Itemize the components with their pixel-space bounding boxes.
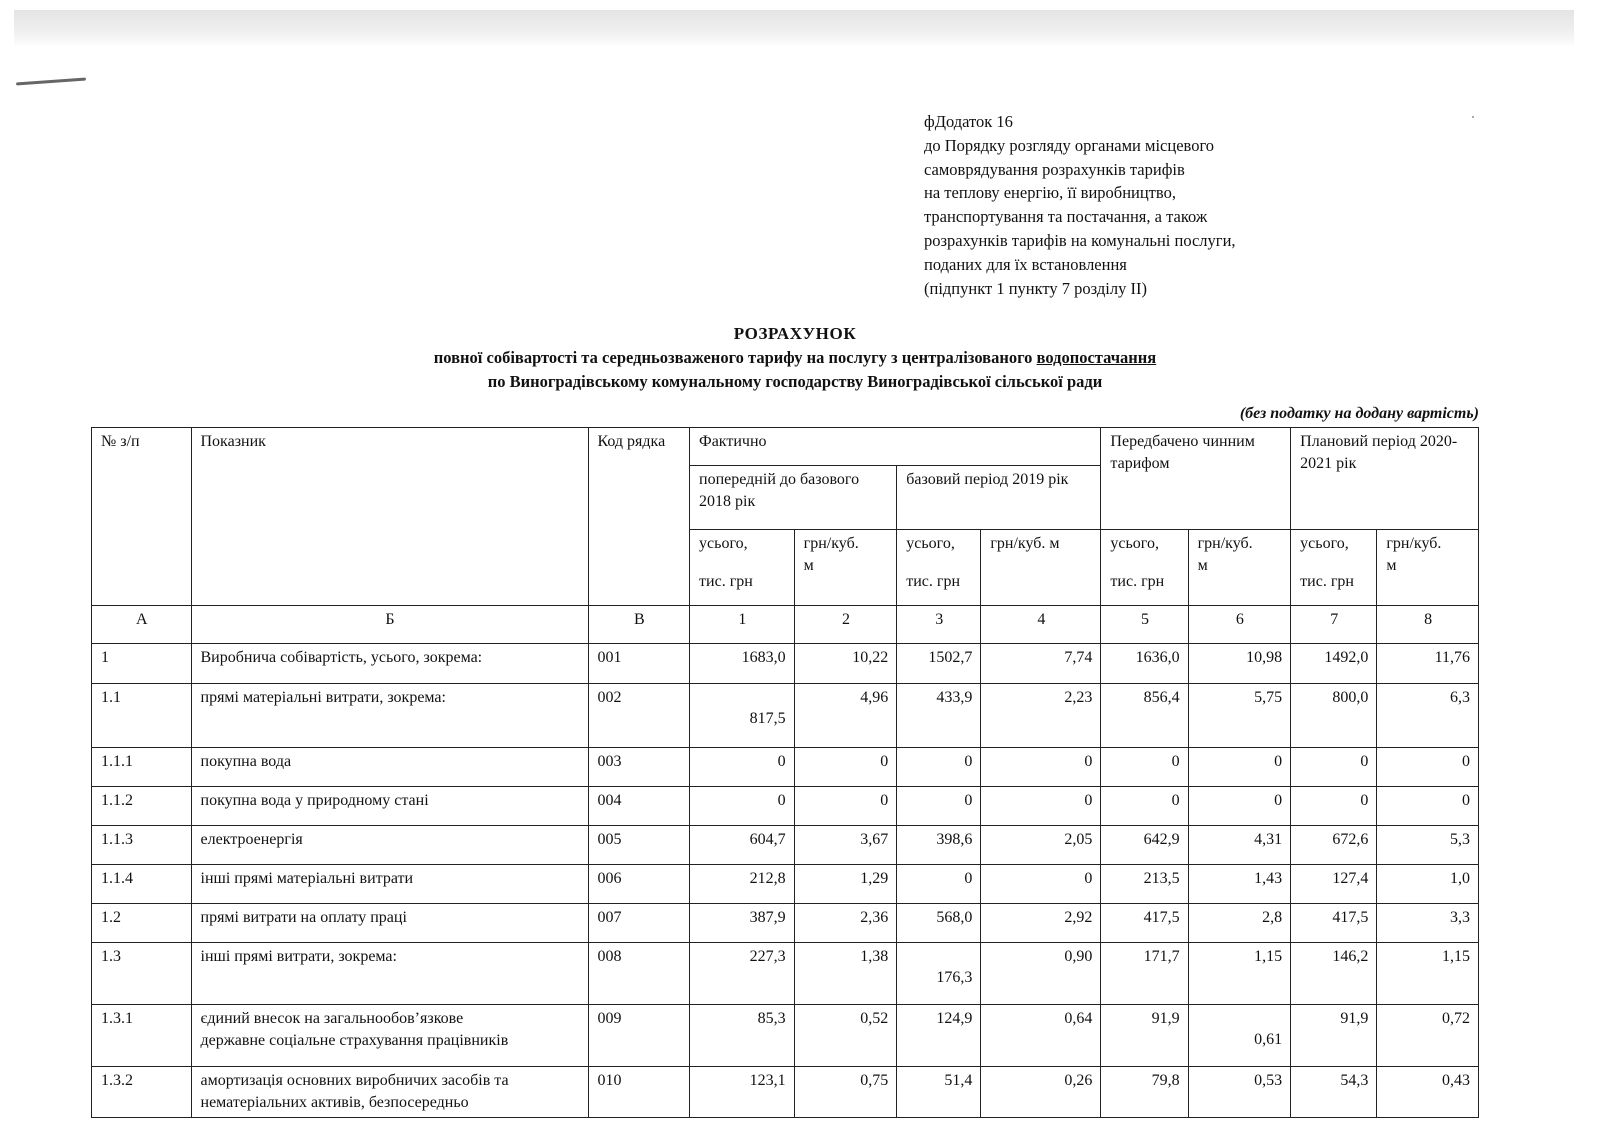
row-indicator-line: нематеріальних активів, безпосередньо — [200, 1094, 469, 1111]
header-base-year: базовий період 2019 рік — [897, 466, 1101, 530]
row-indicator-line: єдиний внесок на загальнообов’язкове — [200, 1010, 464, 1027]
title-line-1-text: повної собівартості та середньозваженого тарифу на послугу з централізованого — [433, 348, 1033, 367]
value-cell: 0 — [690, 787, 795, 826]
value-cell: 433,9 — [897, 684, 981, 748]
value-cell: 568,0 — [897, 904, 981, 943]
appendix-line: поданих для їх встановлення — [924, 254, 1127, 274]
value-cell: 212,8 — [690, 865, 795, 904]
row-indicator: покупна вода — [191, 748, 588, 787]
scan-shadow — [14, 10, 1574, 48]
value-cell: 0 — [1101, 787, 1188, 826]
index-cell: Б — [191, 606, 588, 644]
value-cell: 0,72 — [1377, 1005, 1479, 1067]
value-cell: 5,3 — [1377, 826, 1479, 865]
value-cell: 3,3 — [1377, 904, 1479, 943]
row-indicator: інші прямі матеріальні витрати — [191, 865, 588, 904]
row-indicator: прямі витрати на оплату праці — [191, 904, 588, 943]
value-cell: 0 — [794, 748, 897, 787]
value-cell: 0 — [1377, 787, 1479, 826]
value-cell: 10,22 — [794, 644, 897, 684]
value-cell: 1,38 — [794, 943, 897, 1005]
header-per-unit-line-b: м — [1197, 557, 1208, 574]
scan-artifact-mark — [16, 78, 86, 86]
row-num: 1.2 — [92, 904, 192, 943]
header-total-line-b: тис. грн — [1300, 573, 1354, 590]
row-num: 1.1 — [92, 684, 192, 748]
header-total — [1291, 530, 1377, 606]
header-row — [92, 428, 1479, 466]
header-total-line-a: усього, — [1110, 535, 1159, 552]
value-cell: 1636,0 — [1101, 644, 1188, 684]
value-cell: 417,5 — [1101, 904, 1188, 943]
value-cell: 0 — [1377, 748, 1479, 787]
title-line-2: по Виноградівському комунальному господарству Виноградівської сільської ради — [487, 372, 1103, 391]
row-code: 007 — [588, 904, 690, 943]
index-cell: 4 — [981, 606, 1101, 644]
row-indicator-line: державне соціальне страхування працівників — [200, 1032, 509, 1049]
value-cell: 0 — [1291, 748, 1377, 787]
value-cell: 91,9 — [1291, 1005, 1377, 1067]
row-num: 1.3 — [92, 943, 192, 1005]
header-prev-year: попередній до базового 2018 рік — [690, 466, 897, 530]
header-current-tariff: Передбачено чинним тарифом — [1101, 428, 1291, 530]
header-total-line-a: усього, — [1300, 535, 1349, 552]
value-cell: 1,0 — [1377, 865, 1479, 904]
header-per-unit-line-b: м — [1386, 557, 1397, 574]
table-row — [92, 684, 1479, 748]
table-row — [92, 1067, 1479, 1118]
index-cell: 1 — [690, 606, 795, 644]
value-cell: 123,1 — [690, 1067, 795, 1118]
header-planned: Плановий період 2020-2021 рік — [1291, 428, 1479, 530]
value-cell: 0,75 — [794, 1067, 897, 1118]
row-indicator — [191, 1005, 588, 1067]
row-code: 009 — [588, 1005, 690, 1067]
value-cell: 176,3 — [897, 943, 981, 1005]
table-row — [92, 943, 1479, 1005]
index-cell: В — [588, 606, 690, 644]
row-code: 003 — [588, 748, 690, 787]
title-main: РОЗРАХУНОК — [733, 324, 857, 343]
header-per-unit-line-a: грн/куб. — [803, 535, 859, 552]
value-cell: 146,2 — [1291, 943, 1377, 1005]
value-cell: 0 — [981, 865, 1101, 904]
value-cell: 54,3 — [1291, 1067, 1377, 1118]
index-cell: 5 — [1101, 606, 1188, 644]
value-cell: 127,4 — [1291, 865, 1377, 904]
appendix-line: на теплову енергію, її виробництво, — [924, 183, 1176, 203]
value-cell: 0 — [981, 748, 1101, 787]
header-per-unit: грн/куб. м — [981, 530, 1101, 606]
value-cell: 2,92 — [981, 904, 1101, 943]
index-cell: А — [92, 606, 192, 644]
row-num: 1.3.2 — [92, 1067, 192, 1118]
value-cell: 11,76 — [1377, 644, 1479, 684]
header-total-line-b: тис. грн — [699, 573, 753, 590]
title-line-1 — [90, 346, 1500, 370]
header-per-unit — [1377, 530, 1479, 606]
appendix-line: транспортування та постачання, а також — [924, 207, 1208, 227]
row-num: 1.1.2 — [92, 787, 192, 826]
row-indicator: покупна вода у природному стані — [191, 787, 588, 826]
value-cell: 1,43 — [1188, 865, 1291, 904]
value-cell: 817,5 — [690, 684, 795, 748]
table-row — [92, 748, 1479, 787]
row-indicator — [191, 1067, 588, 1118]
index-cell: 7 — [1291, 606, 1377, 644]
row-code: 001 — [588, 644, 690, 684]
row-indicator: Виробнича собівартість, усього, зокрема: — [191, 644, 588, 684]
value-cell: 1683,0 — [690, 644, 795, 684]
appendix-line: фДодаток 16 — [924, 112, 1013, 131]
value-cell: 0,52 — [794, 1005, 897, 1067]
header-total — [1101, 530, 1188, 606]
value-cell: 387,9 — [690, 904, 795, 943]
value-cell: 672,6 — [1291, 826, 1377, 865]
value-cell: 85,3 — [690, 1005, 795, 1067]
appendix-line: (підпункт 1 пункту 7 розділу II) — [924, 278, 1147, 298]
value-cell: 10,98 — [1188, 644, 1291, 684]
value-cell: 2,05 — [981, 826, 1101, 865]
row-code: 005 — [588, 826, 690, 865]
value-cell: 0 — [897, 787, 981, 826]
row-code: 006 — [588, 865, 690, 904]
appendix-line: до Порядку розгляду органами місцевого — [924, 135, 1215, 155]
value-cell: 213,5 — [1101, 865, 1188, 904]
header-actual: Фактично — [690, 428, 1101, 466]
table-row — [92, 644, 1479, 684]
row-indicator: електроенергія — [191, 826, 588, 865]
document-title — [90, 322, 1500, 394]
value-cell: 227,3 — [690, 943, 795, 1005]
value-cell: 604,7 — [690, 826, 795, 865]
value-cell: 0 — [690, 748, 795, 787]
value-cell: 2,23 — [981, 684, 1101, 748]
header-total — [690, 530, 795, 606]
tariff-calculation-table — [91, 427, 1479, 1118]
header-total-line-b: тис. грн — [906, 573, 961, 590]
row-num: 1.1.1 — [92, 748, 192, 787]
value-cell: 0 — [981, 787, 1101, 826]
value-cell: 800,0 — [1291, 684, 1377, 748]
value-cell: 2,36 — [794, 904, 897, 943]
title-service-name: водопостачання — [1036, 348, 1157, 367]
header-total — [897, 530, 981, 606]
value-cell: 0 — [897, 865, 981, 904]
header-per-unit — [1188, 530, 1291, 606]
value-cell: 0,53 — [1188, 1067, 1291, 1118]
value-cell: 51,4 — [897, 1067, 981, 1118]
value-cell: 91,9 — [1101, 1005, 1188, 1067]
value-cell: 4,96 — [794, 684, 897, 748]
row-num: 1 — [92, 644, 192, 684]
value-cell: 3,67 — [794, 826, 897, 865]
value-cell: 0,90 — [981, 943, 1101, 1005]
header-total-line-a: усього, — [699, 535, 748, 552]
value-cell: 1,15 — [1377, 943, 1479, 1005]
header-total-line-b: тис. грн — [1110, 573, 1165, 590]
row-code: 004 — [588, 787, 690, 826]
appendix-note — [924, 110, 1444, 300]
row-num: 1.1.4 — [92, 865, 192, 904]
value-cell: 0,43 — [1377, 1067, 1479, 1118]
value-cell: 1502,7 — [897, 644, 981, 684]
vat-note: (без податку на додану вартість) — [1239, 405, 1479, 422]
row-indicator: прямі матеріальні витрати, зокрема: — [191, 684, 588, 748]
value-cell: 0 — [794, 787, 897, 826]
header-per-unit-line-a: грн/куб. — [1386, 535, 1442, 552]
header-total-line-a: усього, — [906, 535, 955, 552]
value-cell: 0 — [1291, 787, 1377, 826]
index-cell: 3 — [897, 606, 981, 644]
table-row — [92, 787, 1479, 826]
value-cell: 0,61 — [1188, 1005, 1291, 1067]
index-cell: 2 — [794, 606, 897, 644]
value-cell: 856,4 — [1101, 684, 1188, 748]
appendix-line: самоврядування розрахунків тарифів — [924, 159, 1185, 179]
header-per-unit-line-b: м — [803, 557, 814, 574]
value-cell: 0 — [1101, 748, 1188, 787]
value-cell: 124,9 — [897, 1005, 981, 1067]
row-indicator: інші прямі витрати, зокрема: — [191, 943, 588, 1005]
value-cell: 0 — [897, 748, 981, 787]
header-per-unit-line-a: грн/куб. — [1197, 535, 1253, 552]
value-cell: 0,26 — [981, 1067, 1101, 1118]
table-row — [92, 865, 1479, 904]
row-code: 008 — [588, 943, 690, 1005]
value-cell: 417,5 — [1291, 904, 1377, 943]
row-code: 002 — [588, 684, 690, 748]
value-cell: 1,15 — [1188, 943, 1291, 1005]
header-num: № з/п — [92, 428, 192, 606]
header-indicator: Показник — [191, 428, 588, 606]
scan-artifact-dot — [1472, 116, 1474, 118]
appendix-line: розрахунків тарифів на комунальні послуги, — [924, 230, 1236, 250]
table-row — [92, 904, 1479, 943]
value-cell: 0 — [1188, 787, 1291, 826]
row-indicator-line: амортизація основних виробничих засобів та — [200, 1072, 509, 1089]
index-cell: 6 — [1188, 606, 1291, 644]
value-cell: 398,6 — [897, 826, 981, 865]
value-cell: 0,64 — [981, 1005, 1101, 1067]
index-row — [92, 606, 1479, 644]
row-num: 1.3.1 — [92, 1005, 192, 1067]
value-cell: 171,7 — [1101, 943, 1188, 1005]
value-cell: 2,8 — [1188, 904, 1291, 943]
value-cell: 1,29 — [794, 865, 897, 904]
value-cell: 5,75 — [1188, 684, 1291, 748]
table-row — [92, 1005, 1479, 1067]
value-cell: 79,8 — [1101, 1067, 1188, 1118]
value-cell: 0 — [1188, 748, 1291, 787]
header-code: Код рядка — [588, 428, 690, 606]
value-cell: 642,9 — [1101, 826, 1188, 865]
value-cell: 7,74 — [981, 644, 1101, 684]
table-row — [92, 826, 1479, 865]
row-num: 1.1.3 — [92, 826, 192, 865]
value-cell: 1492,0 — [1291, 644, 1377, 684]
index-cell: 8 — [1377, 606, 1479, 644]
value-cell: 6,3 — [1377, 684, 1479, 748]
row-code: 010 — [588, 1067, 690, 1118]
value-cell: 4,31 — [1188, 826, 1291, 865]
header-per-unit — [794, 530, 897, 606]
